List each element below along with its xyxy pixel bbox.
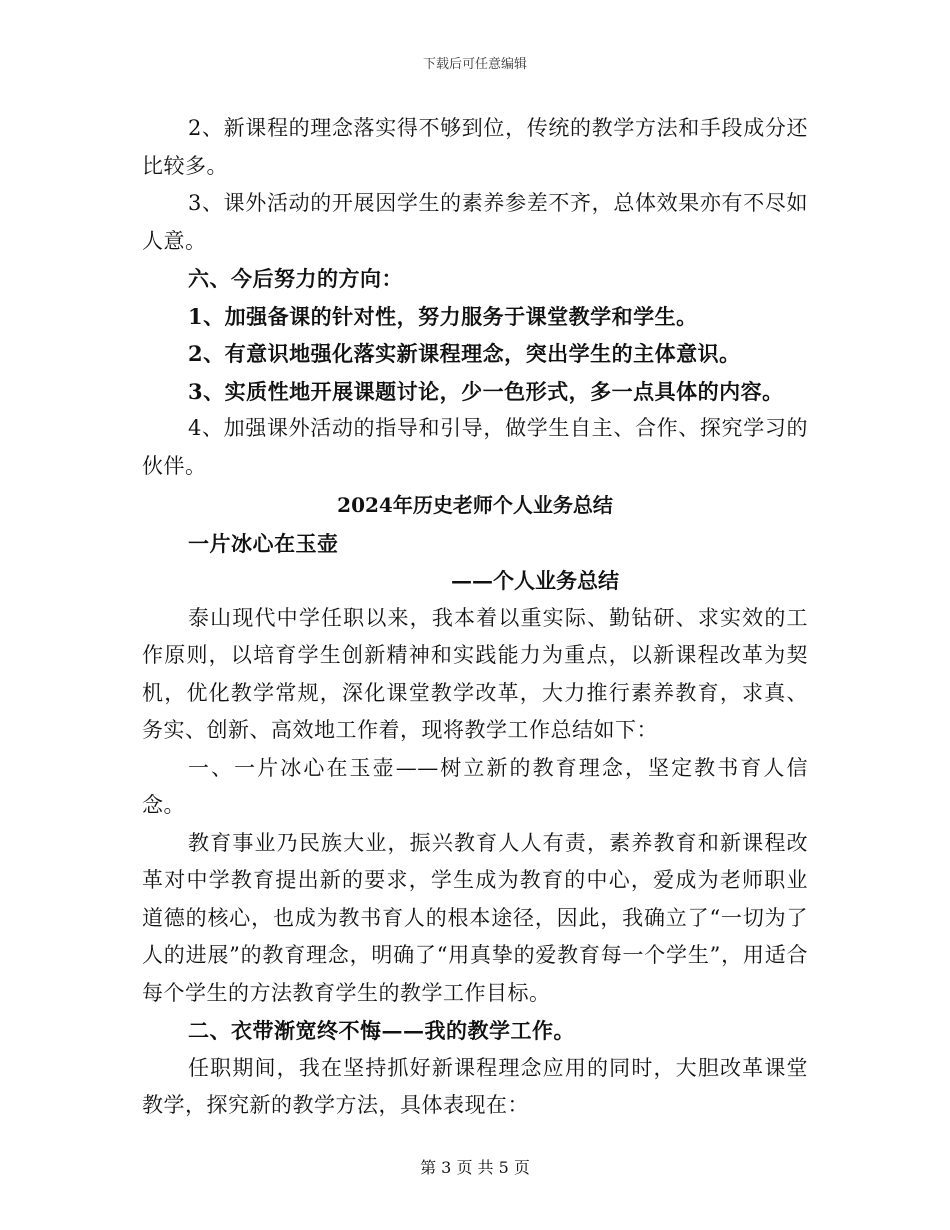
paragraph: 一、一片冰心在玉壶——树立新的教育理念，坚定教书育人信念。 [142, 755, 808, 817]
paragraph: 1、加强备课的针对性，努力服务于课堂教学和学生。 [188, 303, 698, 329]
paragraph: 2、新课程的理念落实得不够到位，传统的教学方法和手段成分还比较多。 [142, 116, 808, 178]
document-body [142, 110, 808, 1125]
essay-subtitle: ——个人业务总结 [451, 568, 619, 593]
document-title: 2024年历史老师个人业务总结 [337, 493, 613, 517]
section-heading: 六、今后努力的方向： [188, 266, 403, 291]
paragraph: 教育事业乃民族大业，振兴教育人人有责，素养教育和新课程改革对中学教育提出新的要求，学生成为教育的中心，爱成为老师职业道德的核心，也成为教书育人的根本途径，因此，我确立了“一切为了人的进展”的教育理念，明确了“用真挚的爱教育每一个学生”，用适合每个学生的方法教育学生的教学工作目标。 [142, 830, 808, 1005]
paragraph: 4、加强课外活动的指导和引导，做学生自主、合作、探究学习的伙伴。 [142, 416, 808, 478]
paragraph: 任职期间，我在坚持抓好新课程理念应用的同时，大胆改革课堂教学，探究新的教学方法，具体表现在： [142, 1055, 808, 1117]
paragraph: 3、实质性地开展课题讨论，少一色形式，多一点具体的内容。 [188, 378, 784, 404]
essay-heading: 一片冰心在玉壶 [188, 530, 339, 556]
paragraph: 泰山现代中学任职以来，我本着以重实际、勤钻研、求实效的工作原则，以培育学生创新精神和实践能力为重点，以新课程改革为契机，优化教学常规，深化课堂教学改革，大力推行素养教育，求真、务实、创新、高效地工作着，现将教学工作总结如下： [142, 605, 808, 742]
page-footer: 第 3 页 共 5 页 [420, 1158, 530, 1177]
paragraph: 3、课外活动的开展因学生的素养参差不齐，总体效果亦有不尽如人意。 [142, 191, 808, 253]
page-header: 下载后可任意编辑 [422, 57, 527, 72]
paragraph: 2、有意识地强化落实新课程理念，突出学生的主体意识。 [188, 341, 741, 366]
section-heading: 二、衣带渐宽终不悔——我的教学工作。 [188, 1018, 575, 1043]
